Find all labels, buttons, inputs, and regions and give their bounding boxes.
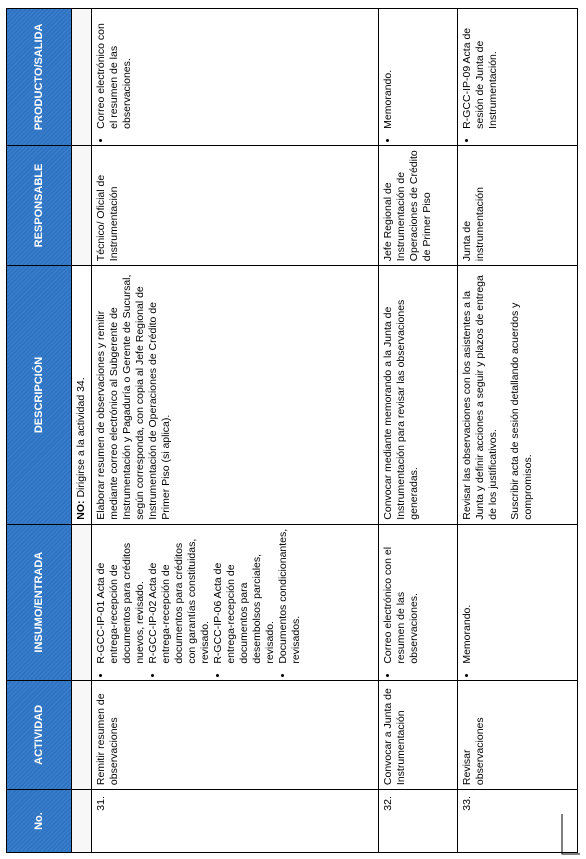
no-label: NO:	[75, 500, 87, 520]
description-paragraph: Convocar mediante memorando a la Junta de Instrumentación para revisar las observaciones generadas.	[382, 299, 421, 520]
cell-num: 32.	[379, 790, 458, 853]
header-actividad: ACTIVIDAD	[7, 680, 72, 789]
cell-descripcion	[72, 266, 92, 525]
cell-producto	[379, 9, 458, 146]
cell-insumo	[457, 524, 577, 680]
list-item: • Correo electrónico con el resumen de las observaciones.	[95, 13, 134, 129]
list-item: • Correo electrónico con el resumen de las observaciones.	[382, 529, 421, 664]
table-row	[457, 9, 577, 853]
header-no: No.	[7, 790, 72, 853]
list-item: • R-GCC-IP-02 Acta de entrega-recepción de documentos para créditos con garantías constituidas, revisado.	[147, 529, 212, 664]
list-item: • Documentos condicionantes, revisados.	[277, 529, 303, 664]
page-corner-mark	[560, 812, 582, 856]
cell-empty	[72, 145, 92, 265]
cell-responsable: Jefe Regional de Instrumentación de Operaciones de Crédito de Primer Piso	[379, 145, 458, 265]
cell-empty	[72, 790, 92, 853]
header-producto: PRODUCTO/SALIDA	[7, 9, 72, 146]
list-item: • Memorando.	[382, 13, 395, 129]
cell-empty	[72, 680, 92, 789]
cell-responsable: Junta de instrumentación	[457, 145, 577, 265]
list-item: • R-GCC-IP-09 Acta de sesión de Junta de Instrumentación.	[461, 13, 500, 129]
cell-empty	[72, 9, 92, 146]
cell-empty	[72, 524, 92, 680]
cell-actividad: Convocar a Junta de Instrumentación	[379, 680, 458, 789]
header-row	[7, 9, 72, 853]
list-item: • R-GCC-IP-06 Acta de entrega-recepción de documentos para desembolsos parciales, revisado.	[212, 529, 277, 664]
cell-actividad: Revisar observaciones	[457, 680, 577, 789]
description-paragraph: Elaborar resumen de observaciones y remitir mediante correo electrónico al Subgerente de Instrumentación y Pagaduría o Gerente de Sucursal, según corresponda, con copia al Jefe Regional de Instrumentación de Operaciones de Crédito de Primer Piso (si aplica).	[95, 274, 172, 520]
cell-actividad: Remitir resumen de observaciones	[92, 680, 379, 789]
cell-descripcion	[92, 266, 379, 525]
header-responsable: RESPONSABLE	[7, 145, 72, 265]
cell-descripcion	[379, 266, 458, 525]
header-descripcion: DESCRIPCIÓN	[7, 266, 72, 525]
list-item: • R-GCC-IP-01 Acta de entrega-recepción de documentos para créditos nuevos, revisado.	[95, 529, 147, 664]
table-row	[379, 9, 458, 853]
procedure-table	[6, 8, 578, 853]
cell-producto	[92, 9, 379, 146]
description-paragraph: Revisar las observaciones con los asistentes a la Junta y definir acciones a seguir y plazos de entrega de los justificativos.	[460, 275, 499, 520]
description-paragraph: Suscribir acta de sesión detallando acuerdos y compromisos.	[508, 302, 534, 520]
cell-producto	[457, 9, 577, 146]
cell-insumo	[379, 524, 458, 680]
cell-descripcion	[457, 266, 577, 525]
cell-num: 31.	[92, 790, 379, 853]
cell-insumo	[92, 524, 379, 680]
no-text: Dirigirse a la actividad 34.	[75, 377, 87, 501]
header-insumo: INSUMO/ENTRADA	[7, 524, 72, 680]
list-item: • Memorando.	[461, 529, 474, 664]
table-row	[92, 9, 379, 853]
table-row-continuation	[72, 9, 92, 853]
cell-num: 33.	[457, 790, 577, 853]
cell-responsable: Técnico/ Oficial de Instrumentación	[92, 145, 379, 265]
